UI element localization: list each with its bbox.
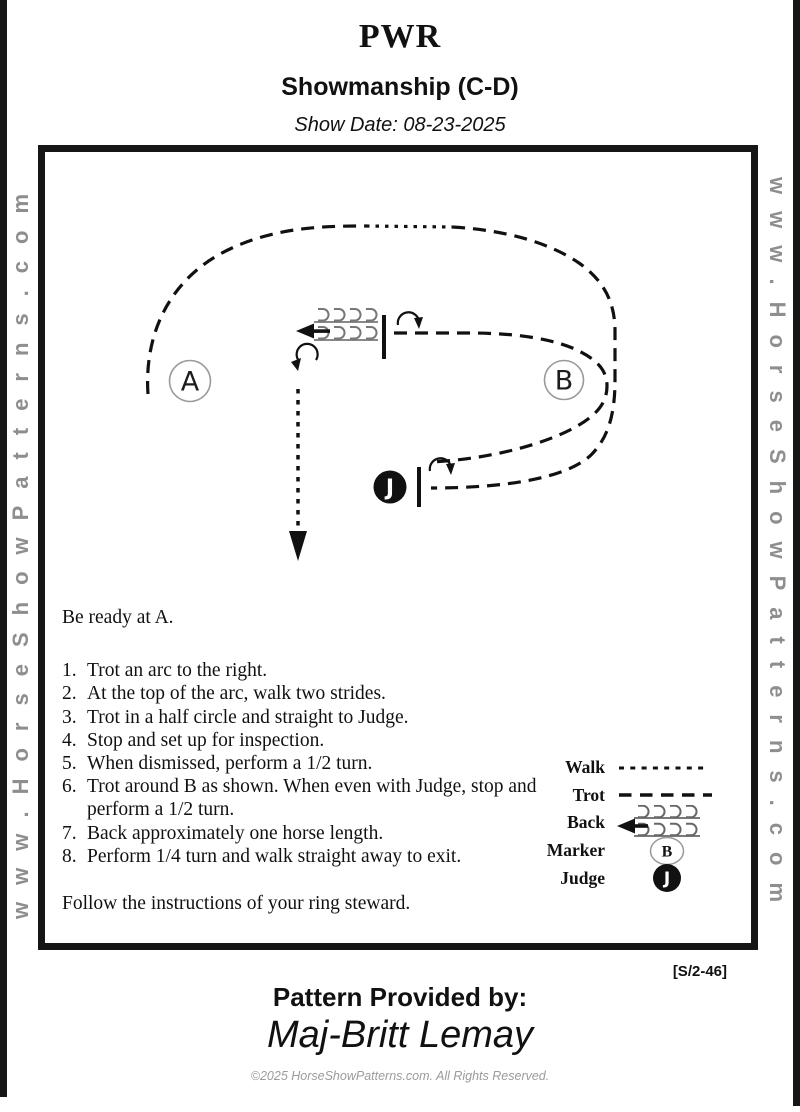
legend-label: Walk	[565, 757, 605, 778]
pattern-code: [S/2-46]	[672, 963, 727, 980]
step-row	[62, 706, 567, 729]
step-number: 6.	[62, 776, 77, 798]
trot-loop-around-b	[394, 333, 607, 462]
legend-row-walk	[533, 754, 727, 782]
back-symbol	[296, 309, 378, 340]
step-row	[62, 682, 567, 705]
judge-symbol-icon	[617, 863, 727, 893]
step-row	[62, 845, 567, 868]
provided-by-name: Maj-Britt Lemay	[266, 1014, 534, 1056]
step-row	[62, 775, 567, 821]
step-number: 4.	[62, 729, 77, 751]
step-row	[62, 752, 567, 775]
legend-label: Back	[567, 812, 605, 833]
page-title: PWR	[358, 18, 442, 55]
step-number: 8.	[62, 845, 77, 867]
steward-note: Follow the instructions of your ring steward.	[62, 893, 411, 915]
right-edge-bar	[793, 0, 800, 1106]
provided-by-label: Pattern Provided by:	[272, 982, 528, 1012]
copyright-text: ©2025 HorseShowPatterns.com. All Rights Reserved.	[250, 1069, 550, 1083]
legend-label: Marker	[546, 840, 605, 861]
pattern-diagram	[38, 150, 758, 580]
marker-a	[170, 361, 211, 402]
step-text: At the top of the arc, walk two strides.	[87, 683, 386, 705]
step-row	[62, 729, 567, 752]
svg-text:B: B	[554, 365, 574, 397]
step-text: When dismissed, perform a 1/2 turn.	[87, 753, 373, 775]
instructions-block	[62, 606, 567, 915]
judge-marker	[374, 471, 407, 504]
svg-text:J: J	[385, 476, 395, 501]
marker-symbol-icon	[617, 836, 727, 866]
legend	[533, 754, 727, 892]
step-text: Trot in a half circle and straight to Judge.	[87, 706, 409, 728]
step-number: 2.	[62, 683, 77, 705]
legend-label: Judge	[560, 867, 605, 888]
quarter-turn-arrow	[291, 344, 318, 371]
step-row	[62, 659, 567, 682]
walk-path-segment	[366, 226, 452, 227]
step-number: 5.	[62, 753, 77, 775]
step-text: Trot around B as shown. When even with Judge, stop and perform a 1/2 turn.	[87, 776, 537, 821]
step-number: 7.	[62, 822, 77, 844]
svg-text:B: B	[661, 843, 673, 861]
svg-text:J: J	[663, 869, 671, 890]
legend-label: Trot	[572, 784, 605, 805]
step-number: 3.	[62, 706, 77, 728]
trot-line-icon	[617, 790, 727, 800]
exit-walk-arrow	[289, 389, 307, 561]
half-turn-arrow-center	[398, 312, 423, 329]
step-row	[62, 822, 567, 845]
step-text: Trot an arc to the right.	[87, 660, 268, 682]
step-text: Perform 1/4 turn and walk straight away to exit.	[87, 845, 462, 867]
walk-line-icon	[617, 763, 727, 773]
show-date: Show Date: 08-23-2025	[294, 114, 506, 136]
legend-row-judge	[533, 864, 727, 892]
svg-text:A: A	[180, 366, 200, 398]
step-text: Back approximately one horse length.	[87, 822, 384, 844]
left-watermark: www.HorseShowPatterns.com	[8, 176, 33, 920]
back-arrow-icon	[296, 324, 314, 339]
legend-row-marker	[533, 837, 727, 865]
right-watermark: www.HorseShowPatterns.com	[765, 176, 790, 920]
marker-b	[545, 361, 584, 400]
left-edge-bar	[0, 0, 7, 1097]
class-subtitle: Showmanship (C-D)	[281, 73, 519, 101]
legend-row-back	[533, 809, 727, 837]
step-text: Stop and set up for inspection.	[87, 729, 325, 751]
ready-text: Be ready at A.	[62, 607, 174, 628]
step-number: 1.	[62, 660, 77, 682]
